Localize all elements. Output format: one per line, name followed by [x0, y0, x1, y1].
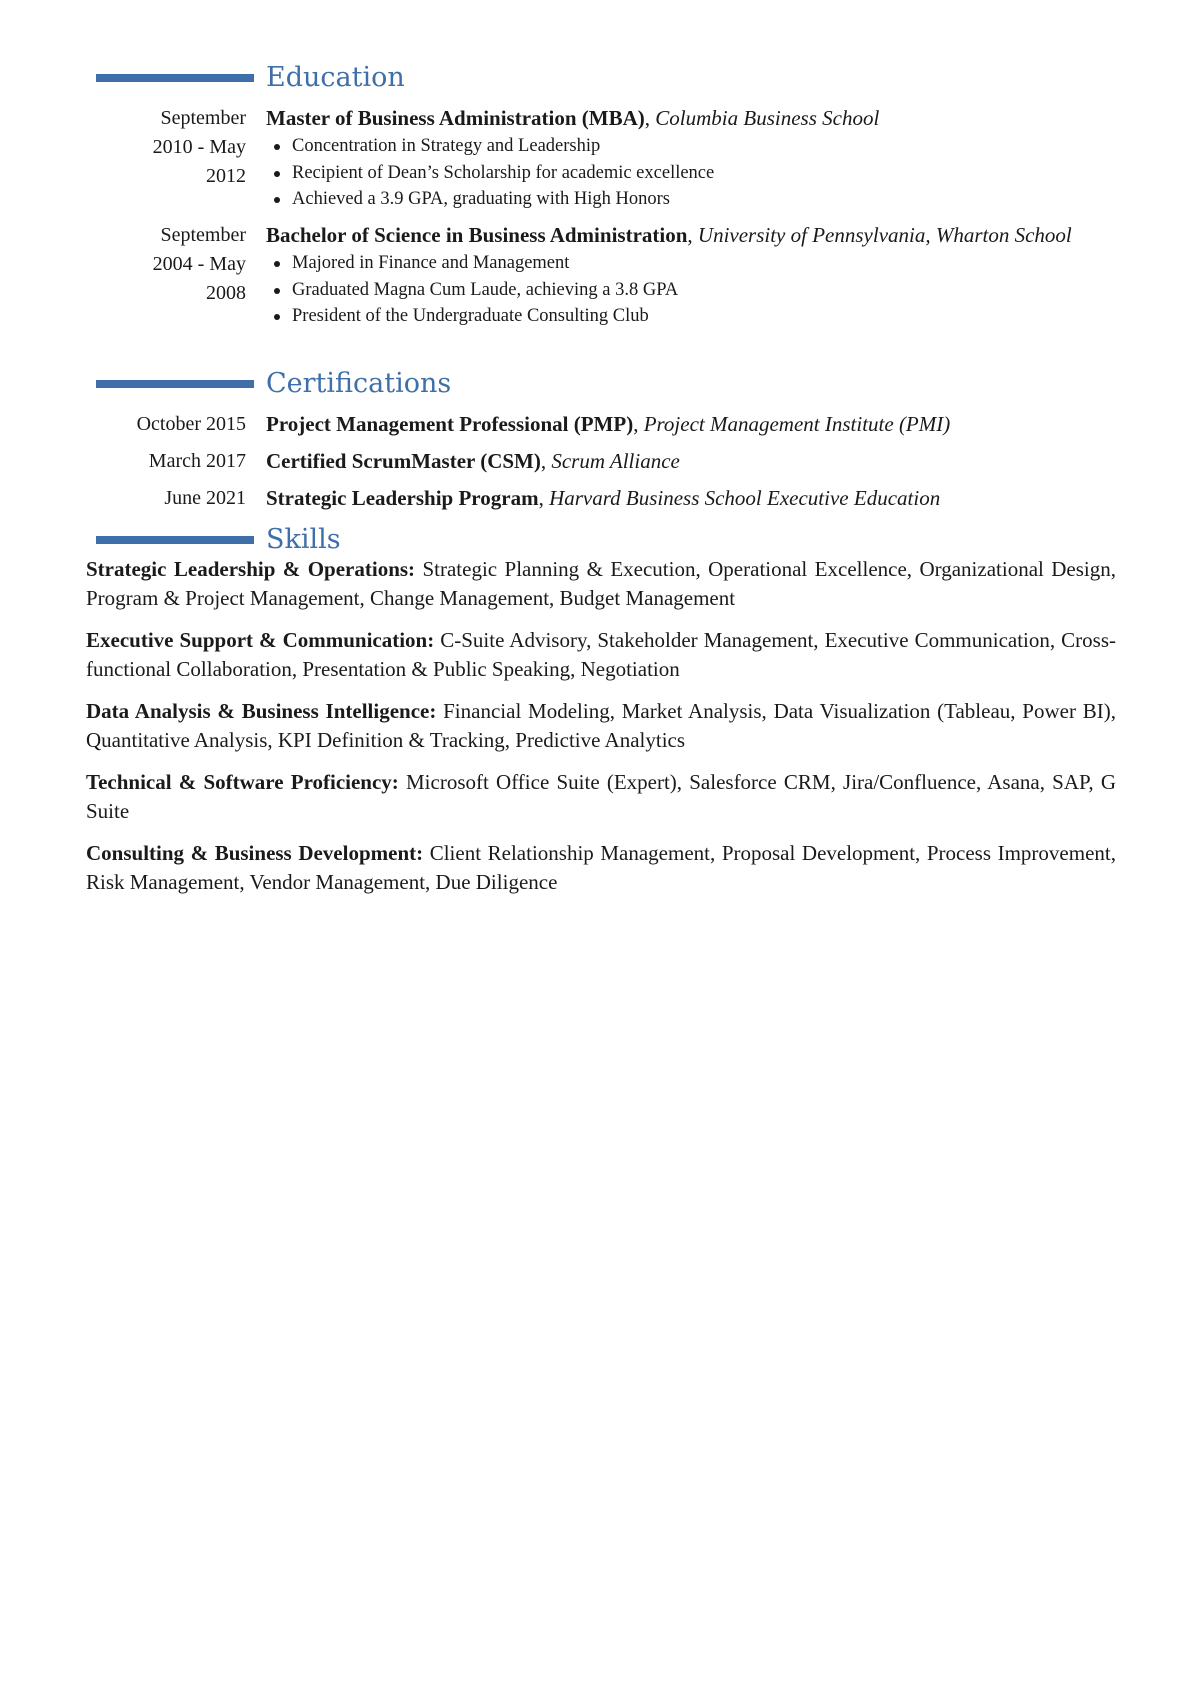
- certification-issuer: Harvard Business School Executive Education: [549, 486, 941, 510]
- skill-category: Data Analysis & Business Intelligence:: [86, 699, 437, 723]
- institution-name: Columbia Business School: [655, 106, 880, 130]
- certification-issuer: Project Management Institute (PMI): [643, 412, 951, 436]
- skill-group: [86, 555, 1116, 613]
- list-item: Concentration in Strategy and Leadership: [292, 133, 1186, 160]
- certification-issuer: Scrum Alliance: [551, 449, 680, 473]
- separator: ,: [644, 106, 656, 130]
- degree-title: Bachelor of Science in Business Administration: [266, 223, 688, 247]
- entry-heading: [266, 221, 1186, 250]
- list-item: President of the Undergraduate Consulting Club: [292, 303, 1186, 330]
- separator: ,: [687, 223, 698, 247]
- entry-date: [96, 221, 246, 308]
- section-title-certifications: Certifications: [266, 368, 452, 399]
- degree-title: Master of Business Administration (MBA): [266, 106, 645, 130]
- section-accent-bar: [96, 536, 254, 544]
- date-line: September: [160, 107, 246, 129]
- separator: ,: [540, 449, 552, 473]
- date-line: 2004 - May: [152, 253, 246, 275]
- skill-group: [86, 697, 1116, 755]
- skill-items: Microsoft Office Suite (Expert), Salesforce CRM, Jira/Confluence, Asana, SAP, G Suite: [86, 770, 1116, 823]
- skill-category: Strategic Leadership & Operations:: [86, 557, 416, 581]
- certification-name: Certified ScrumMaster (CSM): [266, 449, 541, 473]
- entry-body: [266, 410, 1186, 439]
- entry-body: [266, 221, 1186, 330]
- entry-heading: [266, 104, 1186, 133]
- entry-date: [96, 104, 246, 191]
- entry-date: October 2015: [136, 413, 246, 435]
- date-line: September: [160, 224, 246, 246]
- entry-body: [266, 104, 1186, 213]
- section-title-education: Education: [266, 62, 405, 93]
- separator: ,: [633, 412, 644, 436]
- entry-body: [266, 484, 1186, 513]
- entry-body: [266, 447, 1186, 476]
- list-item: Graduated Magna Cum Laude, achieving a 3.8 GPA: [292, 277, 1186, 304]
- skill-group: [86, 626, 1116, 684]
- section-title-skills: Skills: [266, 524, 341, 555]
- date-line: 2010 - May: [152, 136, 246, 158]
- section-accent-bar: [96, 74, 254, 82]
- skill-category: Executive Support & Communication:: [86, 628, 435, 652]
- education-section-header: [96, 58, 1096, 98]
- entry-date: June 2021: [164, 487, 246, 509]
- entry-date: March 2017: [148, 450, 246, 472]
- section-accent-bar: [96, 380, 254, 388]
- list-item: Achieved a 3.9 GPA, graduating with High Honors: [292, 186, 1186, 213]
- list-item: Majored in Finance and Management: [292, 250, 1186, 277]
- skills-section-header: [96, 520, 1096, 560]
- date-line: 2012: [206, 165, 246, 187]
- bullet-list: [266, 133, 1186, 213]
- date-line: 2008: [206, 282, 246, 304]
- institution-name: University of Pennsylvania, Wharton School: [697, 223, 1072, 247]
- skill-group: [86, 839, 1116, 897]
- bullet-list: [266, 250, 1186, 330]
- skill-items: Strategic Planning & Execution, Operational Excellence, Organizational Design, Program & Project Management, Change Management, Budget Management: [86, 557, 1117, 610]
- skill-items: Financial Modeling, Market Analysis, Data Visualization (Tableau, Power BI), Quantitative Analysis, KPI Definition & Tracking, Predictive Analytics: [86, 699, 1116, 752]
- skill-group: [86, 768, 1116, 826]
- separator: ,: [538, 486, 550, 510]
- certification-name: Project Management Professional (PMP): [266, 412, 634, 436]
- certifications-section-header: [96, 364, 1096, 404]
- certification-name: Strategic Leadership Program: [266, 486, 539, 510]
- list-item: Recipient of Dean’s Scholarship for academic excellence: [292, 160, 1186, 187]
- skill-category: Consulting & Business Development:: [86, 841, 424, 865]
- skill-items: Client Relationship Management, Proposal Development, Process Improvement, Risk Management, Vendor Management, Due Diligence: [86, 841, 1116, 894]
- skill-category: Technical & Software Proficiency:: [86, 770, 399, 794]
- skill-items: C-Suite Advisory, Stakeholder Management, Executive Communication, Cross-functional Collaboration, Presentation & Public Speaking, Negotiation: [86, 628, 1116, 681]
